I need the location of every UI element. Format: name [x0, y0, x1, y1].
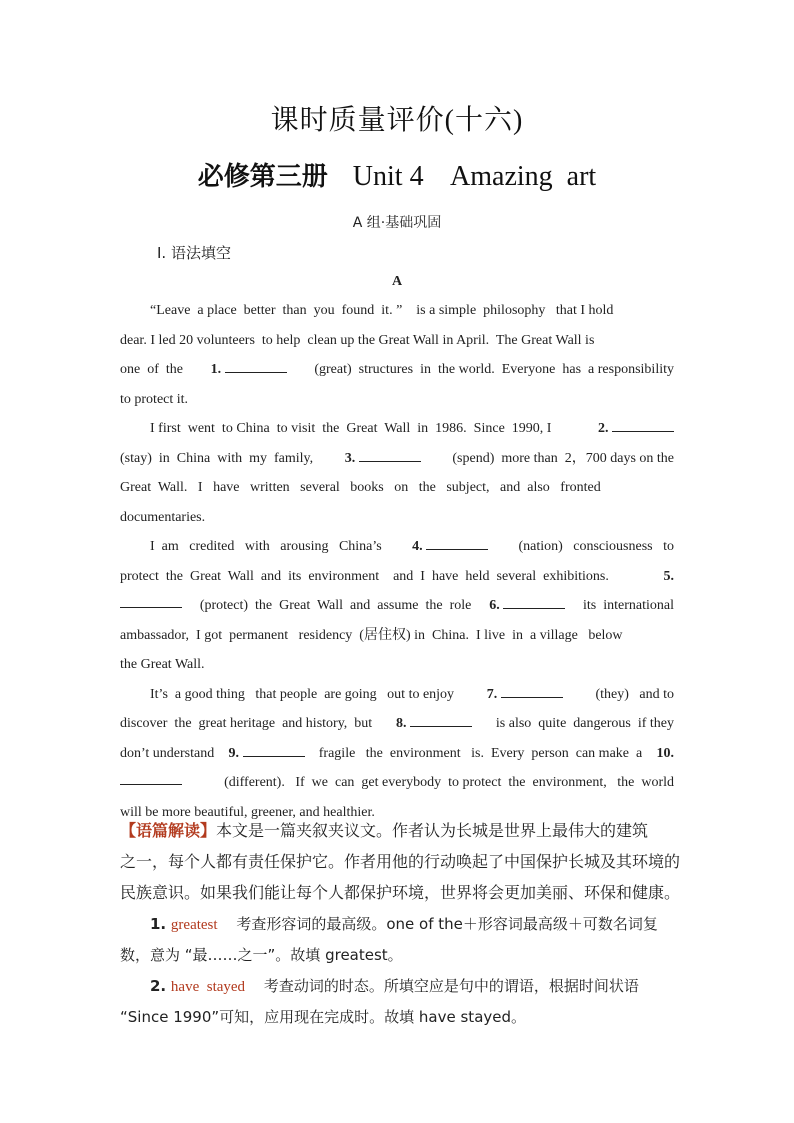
- passage-line: [120, 562, 674, 592]
- answer-text: 考查动词的时态。所填空应是句中的谓语，根据时间状语: [263, 977, 639, 995]
- passage-text: (stay) in China with my family,: [120, 450, 314, 466]
- passage-text: (they) and to: [595, 686, 674, 702]
- passage-line: [120, 296, 674, 326]
- blank-number: 5.: [663, 568, 674, 584]
- passage-line: [120, 709, 674, 739]
- blank-number: 1.: [210, 362, 222, 377]
- passage-line: [120, 355, 674, 385]
- passage-text: the Great Wall.: [120, 657, 205, 672]
- passage-text: It’s a good thing that people are going out to enjoy: [150, 686, 455, 702]
- answer-blank[interactable]: [410, 710, 472, 727]
- passage-line: [120, 591, 674, 621]
- answer-explanation: [120, 913, 706, 934]
- answer-explanation: [120, 975, 706, 996]
- passage-text: “Leave a place better than you found it. ” is a simple philosophy that I hold: [150, 303, 614, 318]
- answer-blank[interactable]: [426, 533, 488, 550]
- answer-blank[interactable]: [120, 591, 182, 608]
- blank-number: 4.: [412, 539, 423, 554]
- section-heading: Ⅰ. 语法填空: [157, 244, 231, 262]
- answer-blank[interactable]: [503, 592, 565, 609]
- passage-text: fragile the environment is. Every person can make a: [318, 745, 643, 761]
- answer-word: have stayed: [170, 979, 246, 995]
- group-heading: A 组·基础巩固: [352, 215, 442, 231]
- answer-blank[interactable]: [501, 681, 563, 698]
- answer-explanation-cont: “Since 1990”可知，应用现在完成时。故填 have stayed。: [120, 1008, 527, 1026]
- passage-text: (protect) the Great Wall and assume the role: [199, 598, 472, 613]
- passage-line: [120, 680, 674, 710]
- answer-blank[interactable]: [225, 356, 287, 373]
- blank-number: 8.: [396, 716, 407, 731]
- blank-number: 2.: [598, 421, 609, 436]
- analysis-tag: 【语篇解读】: [120, 821, 217, 840]
- answer-explanation-cont: 数，意为 “最……之一”。故填 greatest。: [120, 946, 403, 964]
- passage-line: [120, 650, 674, 680]
- answer-blank[interactable]: [612, 415, 674, 432]
- analysis-line: [120, 815, 676, 846]
- passage-line: [120, 503, 674, 533]
- page-subtitle: [0, 156, 794, 193]
- passage-line: [120, 739, 674, 769]
- passage-text: (different). If we can get everybody to protect the environment, the world: [224, 775, 674, 790]
- passage-text: dear. I led 20 volunteers to help clean up the Great Wall in April. The Great Wall is: [120, 332, 595, 348]
- passage-text: will be more beautiful, greener, and healthier.: [120, 804, 375, 820]
- passage-analysis: [120, 815, 681, 908]
- passage-text: Great Wall. I have written several books on the subject, and also fronted: [120, 480, 601, 495]
- passage-line: [120, 414, 674, 444]
- passage-line: [120, 768, 674, 798]
- blank-number: 9.: [228, 745, 239, 761]
- subtitle-unit: Unit 4 Amazing art: [352, 161, 597, 192]
- passage-line: [120, 385, 674, 415]
- blank-number: 10.: [656, 745, 674, 761]
- passage-line: [120, 621, 674, 651]
- passage-text: don’t understand: [120, 745, 215, 761]
- passage-text: discover the great heritage and history, but: [120, 716, 373, 731]
- passage-text: to protect it.: [120, 391, 189, 407]
- passage-line: [120, 326, 674, 356]
- passage-text: is also quite dangerous if they: [495, 716, 674, 731]
- passage-text: protect the Great Wall and its environment and I have held several exhibitions.: [120, 568, 609, 584]
- answer-number: 2.: [150, 977, 167, 995]
- passage-line: [120, 532, 674, 562]
- passage-text: I first went to China to visit the Great Wall in 1986. Since 1990, I: [150, 421, 552, 436]
- analysis-line: 之一，每个人都有责任保护它。作者用他的行动唤起了中国保护长城及其环境的: [120, 852, 681, 871]
- passage-letter: A: [391, 274, 403, 289]
- answer-word: greatest: [170, 917, 218, 933]
- passage-text: (spend) more than 2，700 days on the: [452, 450, 674, 466]
- passage-text: (nation) consciousness to: [518, 539, 674, 554]
- answer-text: 考查形容词的最高级。one of the＋形容词最高级＋可数名词复: [236, 915, 658, 933]
- passage-line: [120, 444, 674, 474]
- passage-text: its international: [583, 598, 674, 613]
- passage-text: (great) structures in the world. Everyone has a responsibility: [314, 362, 674, 377]
- passage-text: documentaries.: [120, 509, 206, 525]
- passage-text: ambassador, I got permanent residency (居住权) in China. I live in a village below: [120, 627, 623, 643]
- passage: [120, 296, 674, 827]
- passage-line: [120, 473, 674, 503]
- answer-number: 1.: [150, 915, 167, 933]
- passage-text: I am credited with arousing China’s: [150, 539, 382, 554]
- blank-number: 7.: [486, 686, 498, 702]
- answer-blank[interactable]: [359, 445, 421, 462]
- analysis-line: 民族意识。如果我们能让每个人都保护环境，世界将会更加美丽、环保和健康。: [120, 883, 681, 902]
- page-title: 课时质量评价(十六): [270, 105, 524, 136]
- blank-number: 6.: [489, 598, 500, 613]
- analysis-text: 本文是一篇夹叙夹议文。作者认为长城是世界上最伟大的建筑: [216, 821, 649, 840]
- passage-text: one of the: [120, 362, 183, 377]
- subtitle-book: 必修第三册: [197, 162, 328, 192]
- answer-blank[interactable]: [120, 768, 182, 785]
- answer-blank[interactable]: [243, 740, 305, 757]
- blank-number: 3.: [344, 450, 356, 466]
